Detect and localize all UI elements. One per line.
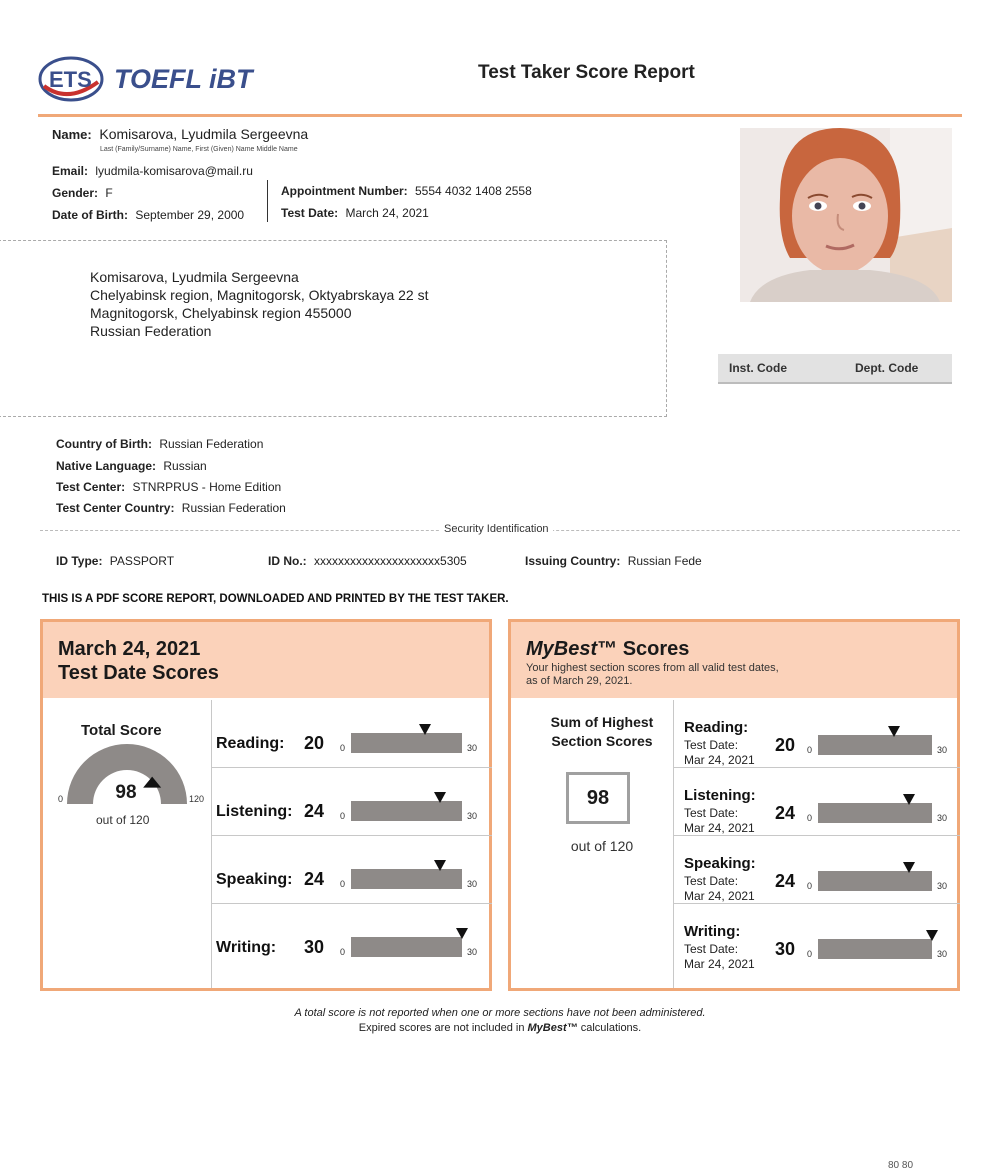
- section-separator: [673, 903, 960, 904]
- axis-max: 30: [937, 881, 948, 891]
- score-bar: [351, 733, 462, 753]
- mailing-address-box: [0, 240, 667, 417]
- test-center-row: [56, 480, 281, 494]
- email-row: [52, 164, 253, 178]
- section-name: Reading:: [216, 735, 285, 752]
- footer-note-2b: MyBest™: [527, 1022, 578, 1034]
- sum-highest-label-2: Section Scores: [551, 733, 653, 749]
- section-separator: [673, 835, 960, 836]
- test-date-value: Mar 24, 2021: [684, 957, 755, 971]
- report-title: Test Taker Score Report: [478, 62, 695, 83]
- sum-highest-label-1: Sum of Highest: [550, 714, 654, 730]
- score-bar: [351, 937, 462, 957]
- section-separator: [211, 767, 492, 768]
- section-name: Speaking:: [684, 855, 756, 872]
- logo-product-text: TOEFL iBT: [114, 64, 253, 94]
- gender-row: [52, 186, 113, 200]
- mybest-title: [526, 638, 689, 661]
- total-score-out-of: out of 120: [96, 813, 150, 827]
- email-value: lyudmila-komisarova@mail.ru: [95, 164, 253, 178]
- total-score-value: 98: [115, 782, 137, 803]
- country-of-birth-label: Country of Birth:: [56, 437, 152, 451]
- footer-note-2: [0, 1022, 1000, 1034]
- appointment-row: [281, 184, 532, 198]
- mybest-title-rest: ™ Scores: [597, 638, 690, 660]
- mybest-subtitle-2: as of March 29, 2021.: [526, 675, 633, 687]
- gender-label: Gender:: [52, 186, 99, 200]
- test-date-label: Test Date:: [684, 874, 739, 888]
- dob-label: Date of Birth:: [52, 208, 128, 222]
- score-marker-icon: [888, 726, 900, 737]
- ets-toefl-logo: [38, 52, 268, 106]
- mybest-total-out-of: out of 120: [570, 838, 634, 854]
- id-number-value: xxxxxxxxxxxxxxxxxxxxx5305: [314, 554, 467, 568]
- section-score: 24: [304, 869, 325, 889]
- appointment-value: 5554 4032 1408 2558: [415, 184, 532, 198]
- gauge-min: 0: [58, 794, 64, 804]
- test-date-label: Test Date:: [684, 806, 739, 820]
- native-language-row: [56, 459, 207, 473]
- axis-min: 0: [807, 949, 813, 959]
- score-marker-icon: [926, 930, 938, 941]
- test-date-value: Mar 24, 2021: [684, 821, 755, 835]
- test-date-heading: March 24, 2021: [58, 638, 201, 660]
- native-language-label: Native Language:: [56, 459, 157, 473]
- section-score: 30: [304, 937, 325, 957]
- axis-min: 0: [340, 811, 346, 821]
- test-date-row: [281, 206, 429, 220]
- section-name: Listening:: [684, 787, 756, 804]
- name-hint: Last (Family/Surname) Name, First (Given) Name Middle Name: [100, 146, 298, 153]
- dob-value: September 29, 2000: [135, 208, 245, 222]
- test-center-value: STNRPRUS - Home Edition: [132, 480, 282, 494]
- section-score: 20: [775, 735, 796, 755]
- test-date-label: Test Date:: [684, 738, 739, 752]
- test-center-country-row: [56, 501, 286, 515]
- address-line: Komisarova, Lyudmila Sergeevna: [90, 269, 299, 285]
- footer-note-1: A total score is not reported when one or more sections have not been administered.: [294, 1007, 706, 1019]
- section-score: 24: [775, 871, 796, 891]
- test-taker-photo: [740, 128, 952, 302]
- axis-max: 30: [937, 813, 948, 823]
- test-date-scores-header: [43, 622, 489, 698]
- test-date-label: Test Date:: [684, 942, 739, 956]
- score-bar: [818, 735, 932, 755]
- test-center-country-value: Russian Federation: [181, 501, 286, 515]
- total-divider: [211, 700, 212, 988]
- score-marker-icon: [456, 928, 468, 939]
- score-bar: [351, 801, 462, 821]
- axis-max: 30: [467, 947, 478, 957]
- axis-max: 30: [937, 949, 948, 959]
- section-score: 30: [775, 939, 796, 959]
- section-name: Reading:: [684, 719, 749, 736]
- section-score: 24: [775, 803, 796, 823]
- native-language-value: Russian: [163, 459, 207, 473]
- test-date-value: March 24, 2021: [345, 206, 429, 220]
- id-type-label: ID Type:: [56, 554, 103, 568]
- section-separator: [673, 767, 960, 768]
- score-bar: [818, 871, 932, 891]
- score-marker-icon: [434, 792, 446, 803]
- address-line: Russian Federation: [90, 323, 212, 339]
- axis-max: 30: [467, 811, 478, 821]
- email-label: Email:: [52, 164, 89, 178]
- info-divider: [267, 180, 268, 222]
- axis-min: 0: [340, 879, 346, 889]
- section-name: Listening:: [216, 803, 293, 820]
- issuing-country-label: Issuing Country:: [525, 554, 621, 568]
- score-marker-icon: [903, 862, 915, 873]
- test-date-label: Test Date:: [281, 206, 339, 220]
- test-center-label: Test Center:: [56, 480, 126, 494]
- test-date-value: Mar 24, 2021: [684, 753, 755, 767]
- axis-min: 0: [340, 743, 346, 753]
- name-label: Name:: [52, 127, 92, 142]
- section-score: 20: [304, 733, 325, 753]
- score-marker-icon: [434, 860, 446, 871]
- address-line: Magnitogorsk, Chelyabinsk region 455000: [90, 305, 352, 321]
- id-number-label: ID No.:: [268, 554, 307, 568]
- mybest-scores-header: [511, 622, 957, 698]
- mybest-title-brand: MyBest: [526, 638, 598, 660]
- gauge-max: 120: [189, 794, 205, 804]
- dept-code-label: Dept. Code: [855, 361, 919, 375]
- mybest-total-box: 98: [566, 772, 630, 824]
- section-score: 24: [304, 801, 325, 821]
- axis-max: 30: [937, 745, 948, 755]
- id-type-value: PASSPORT: [109, 554, 175, 568]
- institution-codes-box: [718, 354, 952, 384]
- section-name: Writing:: [684, 923, 741, 940]
- id-type-row: [56, 554, 174, 568]
- score-bar: [818, 803, 932, 823]
- header-rule: [38, 114, 962, 117]
- address-line: Chelyabinsk region, Magnitogorsk, Oktyabrskaya 22 st: [90, 287, 429, 303]
- dob-row: [52, 208, 244, 222]
- section-name: Speaking:: [216, 871, 293, 888]
- test-date-value: Mar 24, 2021: [684, 889, 755, 903]
- test-center-country-label: Test Center Country:: [56, 501, 175, 515]
- issuing-country-row: [525, 554, 702, 568]
- test-date-scores-panel: [40, 619, 492, 991]
- name-row: [52, 126, 308, 142]
- score-marker-icon: [903, 794, 915, 805]
- axis-min: 0: [807, 745, 813, 755]
- mybest-scores-panel: [508, 619, 960, 991]
- country-of-birth-row: [56, 437, 263, 451]
- issuing-country-value: Russian Fede: [627, 554, 702, 568]
- test-date-scores-title: Test Date Scores: [58, 662, 219, 684]
- footer-note-2c: calculations.: [577, 1022, 642, 1034]
- gender-value: F: [105, 186, 113, 200]
- section-separator: [211, 835, 492, 836]
- axis-min: 0: [807, 881, 813, 891]
- inst-code-label: Inst. Code: [729, 361, 788, 375]
- appointment-label: Appointment Number:: [281, 184, 408, 198]
- pdf-report-notice: THIS IS A PDF SCORE REPORT, DOWNLOADED AND PRINTED BY THE TEST TAKER.: [42, 593, 509, 605]
- axis-max: 30: [467, 879, 478, 889]
- total-score-label: Total Score: [81, 722, 162, 739]
- section-name: Writing:: [216, 939, 277, 956]
- footer-note-2a: Expired scores are not included in: [358, 1022, 528, 1034]
- score-bar: [818, 939, 932, 959]
- country-of-birth-value: Russian Federation: [159, 437, 264, 451]
- name-value: Komisarova, Lyudmila Sergeevna: [99, 126, 309, 142]
- score-marker-icon: [419, 724, 431, 735]
- axis-min: 0: [807, 813, 813, 823]
- score-bar: [351, 869, 462, 889]
- section-separator: [211, 903, 492, 904]
- axis-max: 30: [467, 743, 478, 753]
- security-identification-title: Security Identification: [440, 523, 553, 535]
- mybest-divider: [673, 700, 674, 988]
- axis-min: 0: [340, 947, 346, 957]
- id-number-row: [268, 554, 467, 568]
- mybest-subtitle-1: Your highest section scores from all valid test dates,: [526, 662, 779, 674]
- logo-ets-text: ETS: [49, 67, 92, 92]
- page-number: 80 80: [888, 1160, 914, 1171]
